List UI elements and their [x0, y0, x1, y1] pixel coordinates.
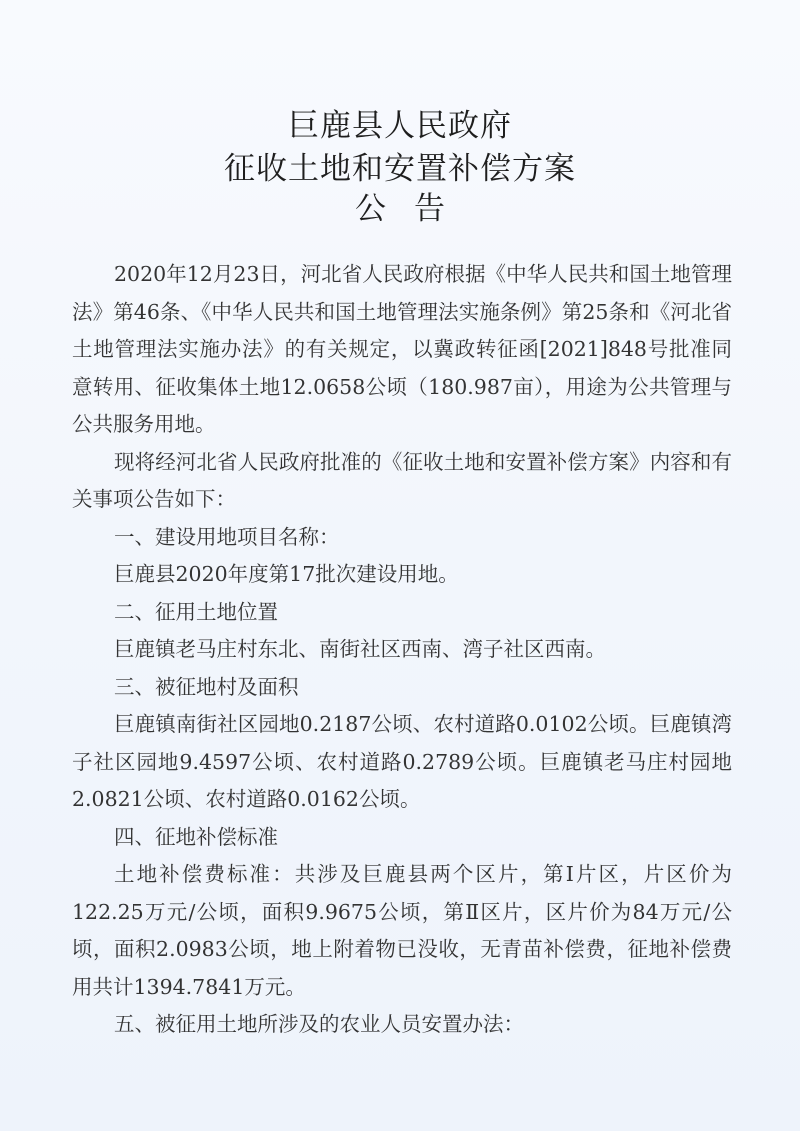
section-heading-1: 一、建设用地项目名称：	[114, 524, 340, 549]
paragraph-villages-area: 巨鹿镇南街社区园地0.2187公顷、农村道路0.0102公顷。巨鹿镇湾子社区园地9.4597公顷、农村道路0.2789公顷。巨鹿镇老马庄村园地2.0821公顷、农村道路0.0162公顷。	[72, 712, 732, 811]
paragraph-location: 巨鹿镇老马庄村东北、南街社区西南、湾子社区西南。	[114, 637, 606, 661]
section-heading-4: 四、征地补偿标准	[114, 824, 278, 849]
paragraph-project-name: 巨鹿县2020年度第17批次建设用地。	[114, 562, 459, 586]
title-issuer: 巨鹿县人民政府	[288, 108, 512, 144]
paragraph-approval: 2020年12月23日，河北省人民政府根据《中华人民共和国土地管理法》第46条、《中华人民共和国土地管理法实施条例》第25条和《河北省土地管理法实施办法》的有关规定，以冀政转征函[2021]848号批准同意转用、征收集体土地12.0658公顷（180.987亩），用途为公共管理与公共服务用地。	[72, 262, 732, 436]
title-subject: 征收土地和安置补偿方案	[224, 151, 576, 187]
paragraph-compensation: 土地补偿费标准：共涉及巨鹿县两个区片，第Ⅰ片区，片区价为122.25万元/公顷，面积9.9675公顷，第Ⅱ区片，区片价为84万元/公顷，面积2.0983公顷，地上附着物已没收，无青苗补偿费，征地补偿费用共计1394.7841万元。	[72, 862, 732, 999]
title-notice: 公告	[355, 191, 473, 227]
paragraph-announcement: 现将经河北省人民政府批准的《征收土地和安置补偿方案》内容和有关事项公告如下：	[72, 449, 732, 511]
section-heading-5: 五、被征用土地所涉及的农业人员安置办法：	[114, 1012, 524, 1036]
section-heading-2: 二、征用土地位置	[114, 599, 278, 624]
document-body	[72, 256, 732, 1044]
section-heading-3: 三、被征地村及面积	[114, 674, 299, 699]
